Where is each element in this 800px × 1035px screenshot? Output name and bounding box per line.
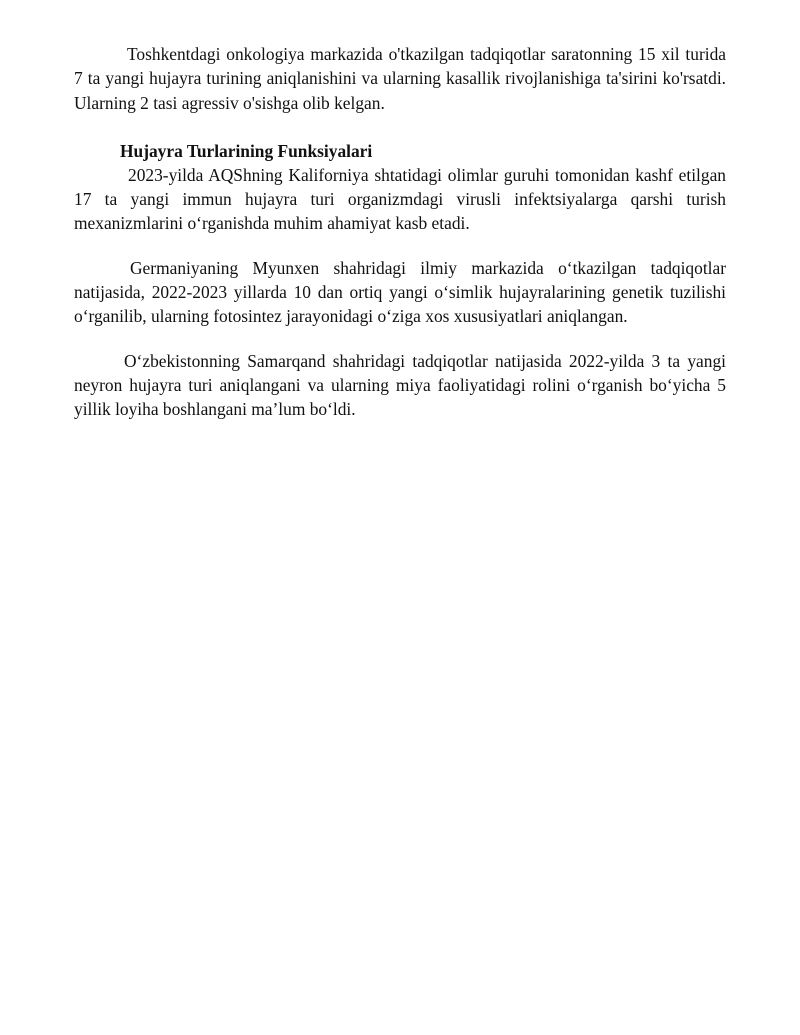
section-heading: Hujayra Turlarining Funksiyalari [120,140,373,161]
paragraph-munich-plant-cells: Germaniyaning Myunxen shahridagi ilmiy markazida o‘tkazilgan tadqiqotlar natijasida, 2022-2023 yillarda 10 dan ortiq yangi o‘simlik hujayralarining genetik tuzilishi o‘rganilib, ularning fotosintez jarayonidagi o‘ziga xos xususiyatlari aniqlangan. [74,257,726,327]
paragraph-california-immune-cells: 2023-yilda AQShning Kaliforniya shtatidagi olimlar guruhi tomonidan kashf etilgan 17 ta yangi immun hujayra turi organizmdagi virusli infektsiyalarga qarshi turish mexanizmlarini o‘rganishda muhim ahamiyat kasb etadi. [74,164,726,234]
paragraph-oncology-center: Toshkentdagi onkologiya markazida o'tkazilgan tadqiqotlar saratonning 15 xil turida 7 ta yangi hujayra turining aniqlanishini va ularning kasallik rivojlanishiga ta'sirini ko'rsatdi. Ularning 2 tasi agressiv o'sishga olib kelgan. [74,44,726,113]
paragraph-samarkand-neuron-cells: O‘zbekistonning Samarqand shahridagi tadqiqotlar natijasida 2022-yilda 3 ta yangi neyron hujayra turi aniqlangani va ularning miya faoliyatidagi rolini o‘rganish bo‘yicha 5 yillik loyiha boshlangani ma’lum bo‘ldi. [74,350,726,420]
document-body [74,42,726,422]
